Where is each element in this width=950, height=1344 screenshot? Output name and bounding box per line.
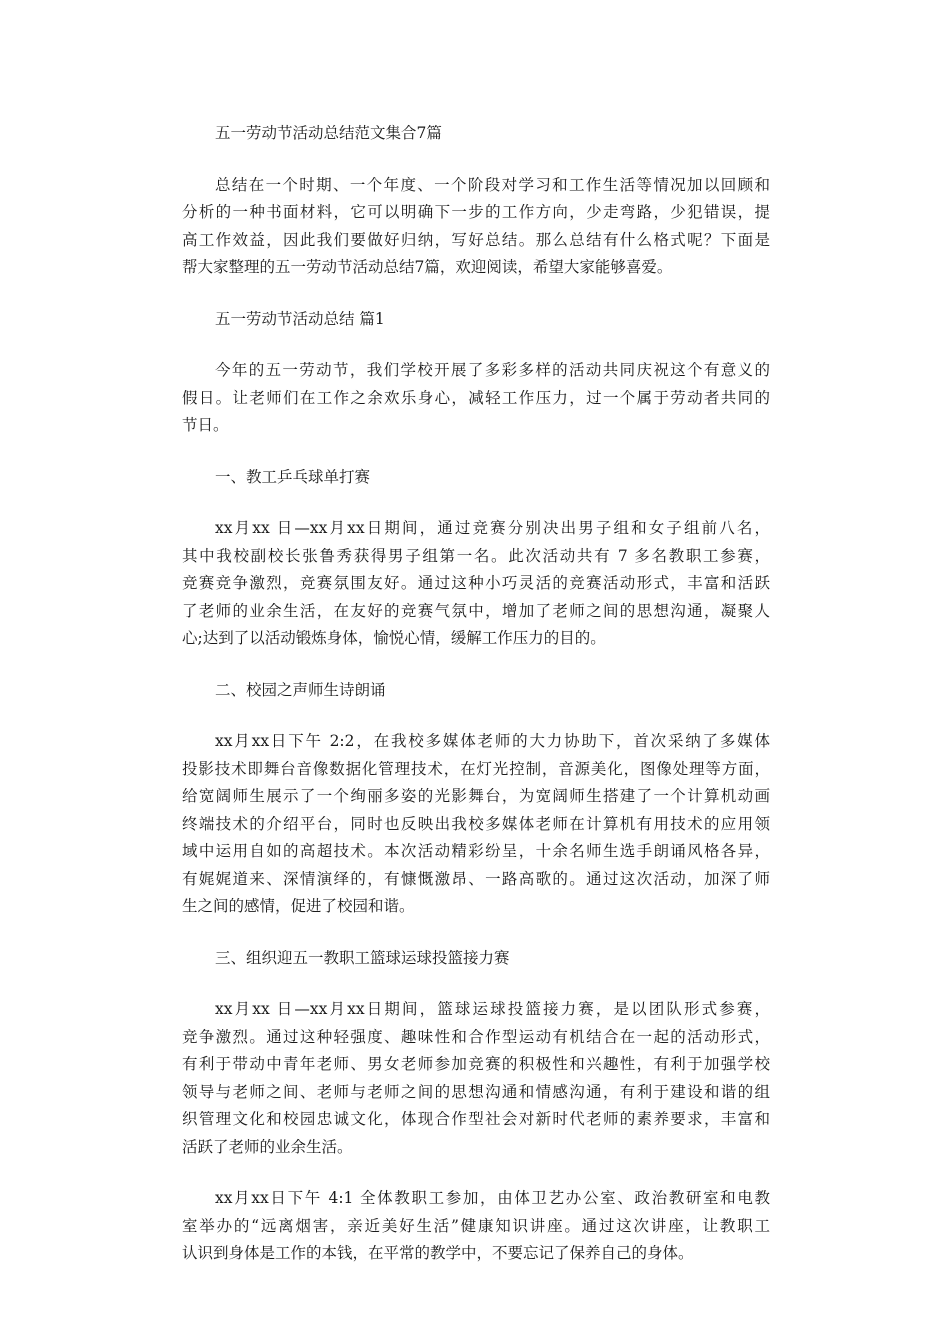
- paragraph-2: [182, 515, 770, 653]
- text-line: 总结在一个时期、一个年度、一个阶段对学习和工作生活等情况加以回顾和: [215, 175, 770, 194]
- text-line: 认识到身体是工作的本钱，在平常的教学中，不要忘记了保养自己的身体。: [182, 1244, 694, 1262]
- text-line: 分析的一种书面材料，它可以明确下一步的工作方向，少走弯路，少犯错误，提: [182, 203, 770, 221]
- text-line: 有利于带动中青年老师、男女老师参加竞赛的积极性和兴趣性，有利于加强学校: [182, 1055, 770, 1073]
- text-line: 假日。让老师们在工作之余欢乐身心，减轻工作压力，过一个属于劳动者共同的: [182, 388, 770, 407]
- paragraph-4: [182, 996, 770, 1161]
- text-line: 高工作效益，因此我们要做好归纳，写好总结。那么总结有什么格式呢？下面是: [182, 230, 770, 249]
- paragraph-1: [182, 357, 770, 440]
- heading-2: 二、校园之声师生诗朗诵: [215, 680, 386, 699]
- text-line: 竞争激烈。通过这种轻强度、趣味性和合作型运动有机结合在一起的活动形式，: [182, 1027, 770, 1046]
- text-line: 其中我校副校长张鲁秀获得男子组第一名。此次活动共有 7 多名教职工参赛，: [182, 546, 770, 565]
- text-line: 终端技术的介绍平台，同时也反映出我校多媒体老师在计算机有用技术的应用领: [182, 814, 770, 833]
- text-line: xx月xx 日—xx月xx日期间，篮球运球投篮接力赛，是以团队形式参赛，: [215, 1000, 770, 1018]
- paragraph-5: [182, 1185, 770, 1268]
- text-line: xx月xx日下午 2:2，在我校多媒体老师的大力协助下，首次采纳了多媒体: [215, 732, 770, 750]
- text-line: 域中运用自如的高超技术。本次活动精彩纷呈，十余名师生选手朗诵风格各异，: [182, 842, 770, 860]
- document-page: [182, 120, 770, 1268]
- heading-1: 一、教工乒乓球单打赛: [215, 467, 371, 486]
- paragraph-3: [182, 728, 770, 921]
- text-line: 室举办的“远离烟害，亲近美好生活”健康知识讲座。通过这次讲座，让教职工: [182, 1216, 770, 1235]
- text-line: 有娓娓道来、深情演绎的，有慷慨激昂、一路高歌的。通过这次活动，加深了师: [182, 869, 770, 888]
- text-line: 生之间的感情，促进了校园和谐。: [182, 897, 415, 915]
- text-line: xx月xx日下午 4:1 全体教职工参加，由体卫艺办公室、政治教研室和电教: [215, 1189, 770, 1207]
- text-line: 给宽阔师生展示了一个绚丽多姿的光影舞台，为宽阔师生搭建了一个计算机动画: [182, 787, 770, 805]
- text-line: 领导与老师之间、老师与老师之间的思想沟通和情感沟通，有利于建设和谐的组: [182, 1082, 770, 1101]
- document-title: 五一劳动节活动总结范文集合7篇: [215, 124, 442, 142]
- intro-paragraph: [182, 172, 770, 282]
- text-line: 投影技术即舞台音像数据化管理技术，在灯光控制，音源美化，图像处理等方面，: [182, 759, 770, 778]
- text-line: 心;达到了以活动锻炼身体，愉悦心情，缓解工作压力的目的。: [182, 629, 606, 647]
- heading-3: 三、组织迎五一教职工篮球运球投篮接力赛: [215, 948, 510, 967]
- text-line: 今年的五一劳动节，我们学校开展了多彩多样的活动共同庆祝这个有意义的: [215, 361, 770, 379]
- text-line: 活跃了老师的业余生活。: [182, 1137, 353, 1156]
- text-line: 节日。: [182, 416, 229, 434]
- text-line: 织管理文化和校园忠诚文化，体现合作型社会对新时代老师的素养要求，丰富和: [182, 1110, 770, 1128]
- section-title: 五一劳动节活动总结 篇1: [215, 309, 385, 328]
- text-line: 竞赛竞争激烈，竞赛氛围友好。通过这种小巧灵活的竞赛活动形式，丰富和活跃: [182, 574, 770, 592]
- text-line: 了老师的业余生活，在友好的竞赛气氛中，增加了老师之间的思想沟通，凝聚人: [182, 601, 770, 620]
- text-line: 帮大家整理的五一劳动节活动总结7篇，欢迎阅读，希望大家能够喜爱。: [182, 258, 673, 276]
- text-line: xx月xx 日—xx月xx日期间，通过竞赛分别决出男子组和女子组前八名，: [215, 519, 770, 537]
